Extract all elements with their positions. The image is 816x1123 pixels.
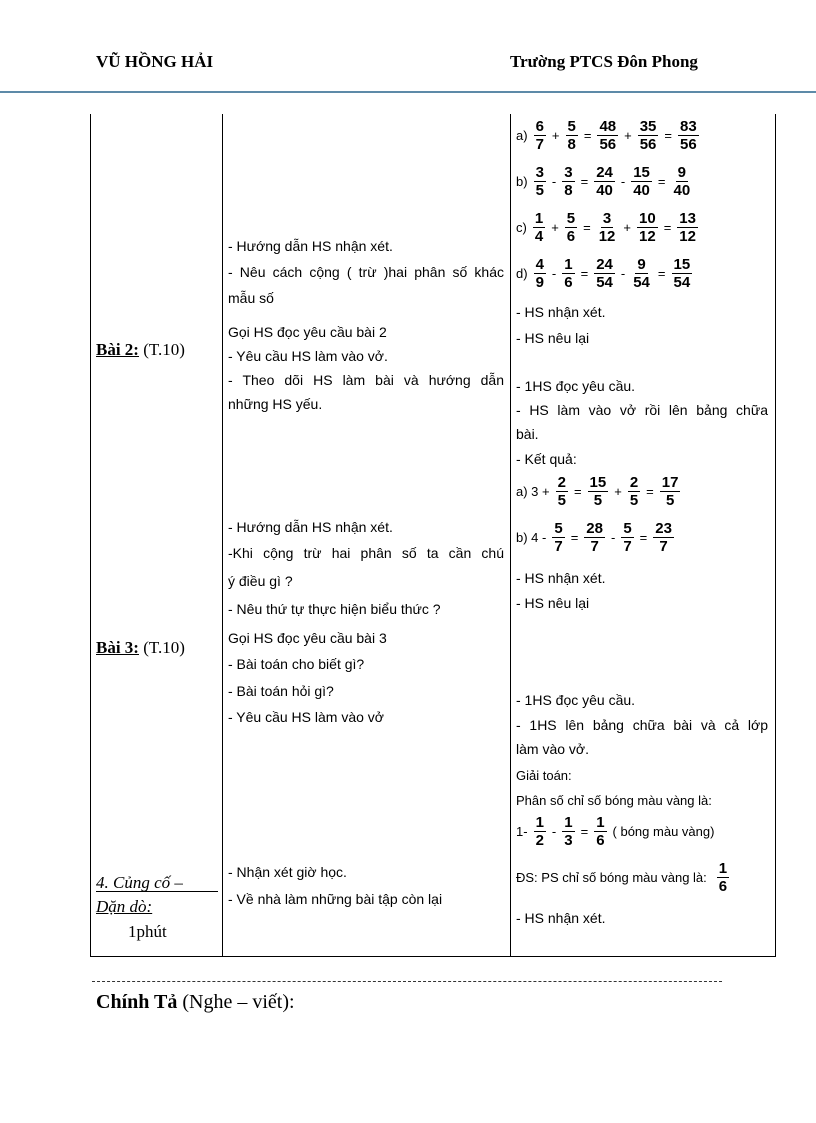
student-line: - HS nhận xét. <box>516 570 606 586</box>
math-row-f: b) 4 - $\frac{5}{7}$ = $\frac{28}{7}$ - $\frac{5}{7}$ = $\frac{23}{7}$ <box>516 520 672 555</box>
table-border-bottom <box>90 956 776 957</box>
teacher-line: - Yêu cầu HS làm vào vở. <box>228 348 388 364</box>
header-divider <box>0 91 816 93</box>
math-row-e: a) 3 + $\frac{2}{5}$ = $\frac{15}{5}$ + $\frac{2}{5}$ = $\frac{17}{5}$ <box>516 474 679 509</box>
teacher-line: Gọi HS đọc yêu cầu bài 2 <box>228 324 387 340</box>
teacher-line: - Nêu cách cộng ( trừ )hai phân số khác <box>228 264 504 280</box>
cungco-subtitle: Dặn dò: <box>96 897 153 916</box>
section-separator <box>92 981 722 982</box>
math-row-c: c) $\frac{1}{4}$ + $\frac{5}{6}$ = $\frac{3}{12}$ + $\frac{10}{12}$ = $\frac{13}{12}$ <box>516 210 696 245</box>
student-line: - Kết quả: <box>516 451 577 467</box>
teacher-line: mẫu số <box>228 290 274 306</box>
student-line: - HS nhận xét. <box>516 910 606 926</box>
table-divider-1 <box>222 114 223 957</box>
student-line: - 1HS lên bảng chữa bài và cả lớp <box>516 717 768 733</box>
math-row-a: a) $\frac{6}{7}$ + $\frac{5}{8}$ = $\frac{48}{56}$ + $\frac{35}{56}$ = $\frac{83}{56}$ <box>516 118 697 153</box>
math-row-ds: ĐS: PS chỉ số bóng màu vàng là: $\frac{1}{6}$ <box>516 860 728 895</box>
student-line: - HS nhận xét. <box>516 304 606 320</box>
table-border-right <box>775 114 776 957</box>
bai3-title: Bài 3: (T.10) <box>96 638 185 657</box>
math-row-d: d) $\frac{4}{9}$ - $\frac{1}{6}$ = $\frac{24}{54}$ - $\frac{9}{54}$ = $\frac{15}{54}$ <box>516 256 691 291</box>
student-line: - HS nêu lại <box>516 595 590 611</box>
student-line: làm vào vở. <box>516 741 589 757</box>
bai2-title: Bài 2: (T.10) <box>96 340 185 359</box>
student-line: - 1HS đọc yêu cầu. <box>516 378 636 394</box>
table-border-left <box>90 114 91 957</box>
teacher-line: - Yêu cầu HS làm vào vở <box>228 709 384 725</box>
header-school: Trường PTCS Đôn Phong <box>510 52 698 71</box>
student-line: Giải toán: <box>516 768 572 783</box>
cungco-title: 4. Củng cố – <box>96 873 183 892</box>
teacher-line: - Hướng dẫn HS nhận xét. <box>228 238 393 254</box>
teacher-line: -Khi cộng trừ hai phân số ta cần chú <box>228 545 504 561</box>
student-line: - HS nêu lại <box>516 330 590 346</box>
header-author: VŨ HỒNG HẢI <box>96 52 214 71</box>
teacher-line: - Bài toán cho biết gì? <box>228 656 365 672</box>
teacher-line: - Về nhà làm những bài tập còn lại <box>228 891 443 907</box>
teacher-line: - Nhận xét giờ học. <box>228 864 347 880</box>
section-title: Chính Tả (Nghe – viết): <box>96 991 295 1013</box>
teacher-line: những HS yếu. <box>228 396 323 412</box>
cungco-underline <box>96 891 218 892</box>
student-line: Phân số chỉ số bóng màu vàng là: <box>516 793 712 808</box>
student-line: - HS làm vào vở rồi lên bảng chữa <box>516 402 768 418</box>
cungco-time: 1phút <box>128 922 167 941</box>
teacher-line: ý điều gì ? <box>228 573 293 589</box>
table-divider-2 <box>510 114 511 957</box>
teacher-line: - Nêu thứ tự thực hiện biểu thức ? <box>228 601 441 617</box>
math-row-b: b) $\frac{3}{5}$ - $\frac{3}{8}$ = $\frac{24}{40}$ - $\frac{15}{40}$ = $\frac{9}{40}$ <box>516 164 691 199</box>
teacher-line: - Hướng dẫn HS nhận xét. <box>228 519 393 535</box>
student-line: - 1HS đọc yêu cầu. <box>516 692 636 708</box>
student-line: bài. <box>516 426 539 442</box>
teacher-line: Gọi HS đọc yêu cầu bài 3 <box>228 630 387 646</box>
teacher-line: - Bài toán hỏi gì? <box>228 683 334 699</box>
teacher-line: - Theo dõi HS làm bài và hướng dẫn <box>228 372 504 388</box>
math-row-g: 1- $\frac{1}{2}$ - $\frac{1}{3}$ = $\frac{1}{6}$ ( bóng màu vàng) <box>516 814 715 849</box>
